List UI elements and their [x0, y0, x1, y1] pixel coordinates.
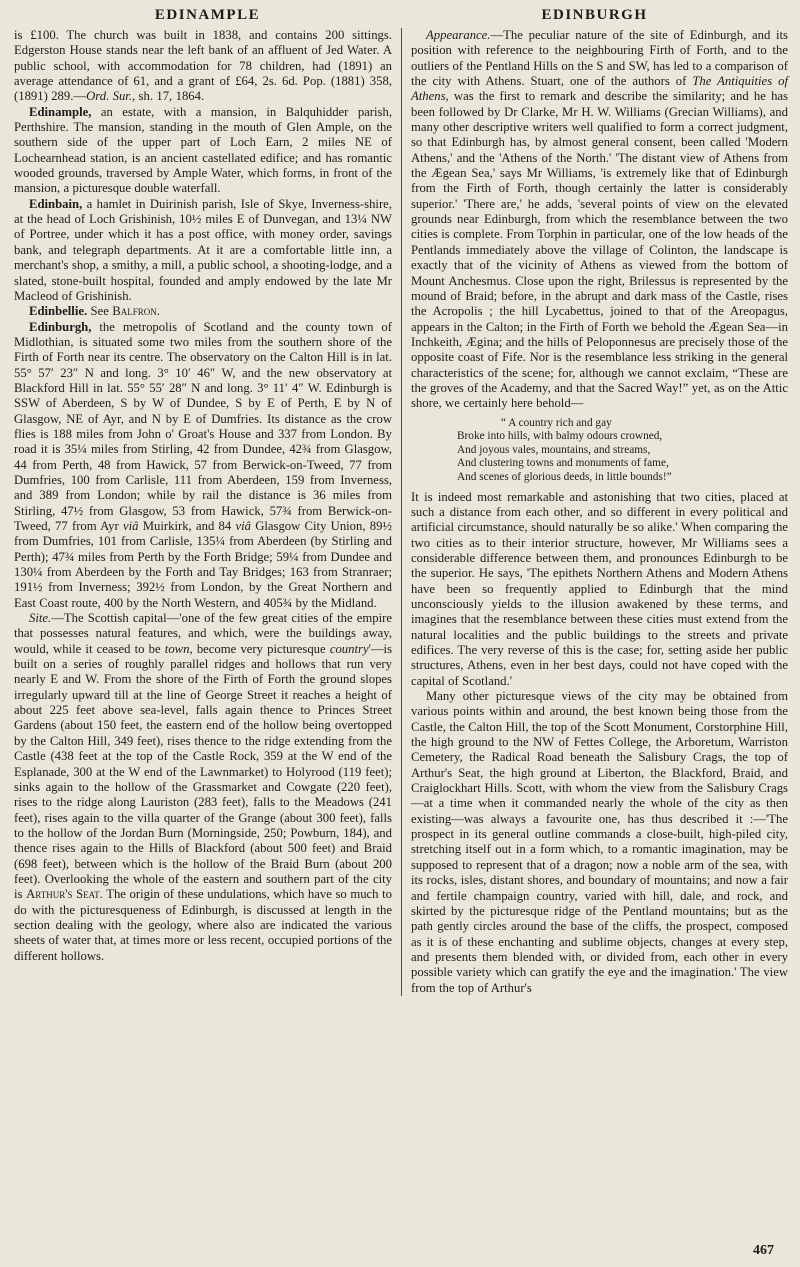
text-segment: Site.	[29, 611, 52, 626]
verse-line: Broke into hills, with balmy odours crowned,	[457, 430, 663, 443]
entry-name: Edinburgh,	[29, 319, 92, 334]
text-segment: Many other picturesque views of the city may be obtained from various points within and around, the best known being those from the Castle, the Calton Hill, the top of the Scott Monument, Corstorphine Hill, the high ground to the NW of Fettes College, the Arboretum, Warriston Cemetery, the Radical Road beneath the Salisbury Crags, the top of Arthur's Seat, the high ground at Liberton, the Blackford, Braid, and Craiglockhart Hills. Scott, with whom the view from the Salisbury Crags—at a time when it commanded nearly the whole of the city as then existing—was always a favourite one, has thus described it :—'The prospect in its general outline commands a close-built, high-piled city, stretching itself out in a form which, to a romantic imagination, may be supposed to represent that of a dragon; now a noble arm of the sea, with its rocks, isles, distant shores, and boundary of mountains; and now a fair and fertile champaign country, varied with hill, dale, and rock, and skirted by the picturesque ridge of the Pentland mountains; but as the path gently circles around the base of the cliffs, the prospect, composed as it is of these enchanting and sublime objects, changes at every step, and presents them blended with, or divided from, each other in every possible variety which can gratify the eye and the imagination.' The view from the top of Arthur's	[411, 689, 788, 995]
text-segment: a hamlet in Duirinish parish, Isle of Skye, Inverness-shire, at the head of Loch Grishinish, 10½ miles E of Dunvegan, and 13¼ NW of Portree, under which it has a post office, with money order, savings bank, and telegraph departments. At it are a comfortable little inn, a merchant's shop, a smithy, a mill, a public school, a shooting-lodge, and a slated, stone-built hospital, founded and amply endowed by the late Mr Macleod of Grishinish.	[14, 196, 392, 303]
paragraph	[14, 320, 392, 612]
verse-line: And scenes of glorious deeds, in little bounds!”	[457, 470, 672, 483]
paragraph	[14, 304, 392, 319]
text-segment: See	[87, 304, 113, 319]
text-segment: '—is built on a series of roughly parallel ridges and hollows that run very nearly E and W. From the shore of the Firth of Forth the ground slopes irregularly upward till at the line of George Street it reaches a height of about 225 feet above sea-level, falls again thence to Princes Street Gardens (about 150 feet, the eastern end of the hollow being overtopped by the Calton Hill, 349 feet), rises thence to the ridge extending from the Castle (438 feet at the top of the Castle Rock, 359 at the W end of the Esplanade, 300 at the W end of the Lawnmarket) to Holyrood (119 feet); sinks again to the hollow of the Grassmarket and Cowgate (220 feet), rises to the ridge along Lauriston (283 feet), falls to the Meadows (241 feet), rises again to the villa quarter of the Grange (about 300 feet), falls to the hollow of the Jordan Burn (Morningside, 250; Powburn, 184), and thence rises again to the Hills of Blackford (about 500 feet) and Braid (698 feet), between which is the hollow of the Braid Burn (about 200 feet). Overlooking the whole of the eastern and southern part of the city is	[14, 641, 393, 902]
paragraph	[14, 28, 392, 105]
text-segment: Ord. Sur.,	[86, 89, 136, 104]
text-segment: Arthur's Seat.	[26, 887, 103, 902]
text-segment: —The Scottish capital—'one of the few great cities of the empire that possesses natural features, and which, were the buildings away, would, while it ceased to be	[14, 611, 392, 656]
text-segment: an estate, with a mansion, in Balquhidder parish, Perthshire. The mansion, standing in the mouth of Glen Ample, on the southern side of the upper part of Loch Earn, 2 miles NE of Lochearnhead station, is an ancient castellated edifice; and has romantic wooded grounds, traversed by Ample Water, which forms, in front of the mansion, a picturesque double waterfall.	[14, 104, 392, 196]
text-segment: Muirkirk, and 84	[138, 519, 236, 533]
text-segment: Balfron.	[112, 304, 160, 319]
text-segment: —The peculiar nature of the site of Edinburgh, and its position with reference to the neighbouring Firth of Forth, and to the outliers of the Pentland Hills on the S and SW, has led to a comparison of the city with Athens. Stuart, one of the authors of	[411, 28, 788, 89]
text-segment: The Antiquities of Athens,	[411, 74, 789, 104]
paragraph	[411, 490, 788, 689]
paragraph	[411, 28, 788, 412]
text-segment: town,	[164, 641, 193, 656]
running-head-left: EDINAMPLE	[154, 7, 261, 23]
right-column	[401, 28, 788, 996]
text-segment: the metropolis of Scotland and the county town of Midlothian, is situated some two miles from the southern shore of the Firth of Forth near its centre. The observatory on the Calton Hill is in lat. 55° 57′ 23″ N and long. 3° 10′ 46″ W, and the new observatory at Blackford Hill in lat. 55° 55′ 28″ N and long. 3° 11′ 4″ W. Edinburgh is SSW of Aberdeen, S by W of Dundee, S by E of Perth, E by N of Glasgow, NE of Ayr, and N by E of Dumfries. Its distance as the crow flies is 188 miles from John o' Groat's House and 337 from London. By road it is 35¼ miles from Stirling, 42 from Dundee, 42¾ from Glasgow, 44 from Perth, 48 from Hawick, 57 from Berwick-on-Tweed, 77 from Dumfries, 100 from Carlisle, 111 from Aberdeen, 159 from Inverness, and 389 from London; while by rail the distance is 36 miles from Stirling, 47½ from Glasgow, 53 from Hawick, 57¾ from Berwick-on-Tweed, 77 from Ayr	[14, 319, 392, 533]
verse-block	[411, 412, 788, 490]
paragraph	[14, 197, 392, 304]
text-segment: It is indeed most remarkable and astonishing that two cities, placed at such a distance from each other, and so different in every political and artificial circumstance, should naturally be so alike.' When comparing the two cities as to their interior structure, however, Mr Williams sees a considerable difference between them, and pronounces Edinburgh to be the superior. He says, 'The epithets Northern Athens and Modern Athens have been so frequently applied to Edinburgh that the mind unconsciously yields to the illusion awakened by these terms, and imagines that the resemblance between these cities must extend from the natural localities and the public buildings to the streets and private edifices. The very reverse of this is the case; for, setting aside her public structures, Athens, even in her best days, could not have coped with the capital of Scotland.'	[411, 489, 788, 688]
entry-name: Edinbellie.	[29, 304, 88, 319]
text-segment: viâ	[235, 519, 251, 533]
text-segment: Appearance.	[426, 28, 491, 42]
text-segment: viâ	[122, 519, 139, 533]
text-segment: Glasgow City Union, 89½ from Dumfries, 101 from Carlisle, 135¼ from Aberdeen (by Stirling and Perth); 47¾ miles from Perth by the Forth Bridge; 59¼ from Dundee and 130¼ from Aberdeen by the Forth and Tay Bridges; 163 from Stranraer; 191½ from Inverness; 392½ from London, by the Great Northern and East Coast route, 400 by the North Western, and 405¾ by the Midland.	[14, 519, 392, 610]
paragraph	[411, 689, 788, 996]
text-segment: was the first to remark and describe the similarity; and he has been followed by Dr Clarke, Mr H. W. Williams (Grecian Williams), and many other descriptive writers well qualified to form a correct judgment, so that Edinburgh has, by almost general consent, been called 'Modern Athens,' and the 'Athens of the North.' 'The distant view of Athens from the Ægean Sea,' says Mr Williams, 'is extremely like that of Edinburgh from the Firth of Forth, though certainly the latter is considerably superior.' 'There are,' he adds, 'several points of view on the elevated grounds near Edinburgh, from which the resemblance between the two cities is complete. From Torphin in particular, one of the low heads of the Pentlands immediately above the village of Colinton, the landscape is exactly that of the vicinity of Athens as viewed from the bottom of Mount Anchesmus. Close upon the right, Brilessus is represented by the mound of Braid; before, in the abrupt and dark mass of the Castle, rises the Acropolis ; the hill Lycabettus, joined to that of the Areopagus, appears in the Calton; in the Firth of Forth we behold the Ægean Sea—in Inchkeith, Ægina; and the hills of Peloponnesus are precisely those of the opposite coast of Fife. Nor is the resemblance less striking in the general characteristics of the scene; for, although we cannot exclaim, “These are the groves of the Academy, and that the Sacred Way!” yet, as on the Attic shore, we certainly here behold—	[411, 89, 788, 411]
running-head-right: EDINBURGH	[541, 7, 648, 23]
text-segment: The origin of these undulations, which have so much to do with the picturesqueness of Edinburgh, is discussed at length in the section dealing with the geology, where also are indicated the various sheets of water that, at times more or less recent, occupied portions of the different hollows.	[14, 887, 392, 963]
paragraph	[14, 105, 392, 197]
page-number: 467	[753, 1243, 774, 1258]
text-segment: is £100. The church was built in 1838, and contains 200 sittings. Edgerston House stands near the left bank of an affluent of Jed Water. A public school, with accommodation for 78 children, had (1891) an average attendance of 61, and a grant of £64, 2s. 6d. Pop. (1881) 358, (1891) 289.—	[14, 28, 392, 104]
text-segment: become very picturesque	[192, 641, 330, 656]
text-segment: country	[329, 641, 369, 656]
verse-line: And clustering towns and monuments of fame,	[457, 457, 669, 470]
left-column	[14, 28, 401, 996]
running-heads	[14, 7, 788, 24]
entry-name: Edinbain,	[29, 196, 83, 211]
verse-line: “ A country rich and gay	[501, 416, 612, 429]
text-columns	[14, 28, 788, 996]
entry-name: Edinample,	[29, 104, 92, 119]
verse-line: And joyous vales, mountains, and streams,	[457, 443, 651, 456]
text-segment: sh. 17, 1864.	[135, 89, 205, 104]
paragraph	[14, 611, 392, 964]
